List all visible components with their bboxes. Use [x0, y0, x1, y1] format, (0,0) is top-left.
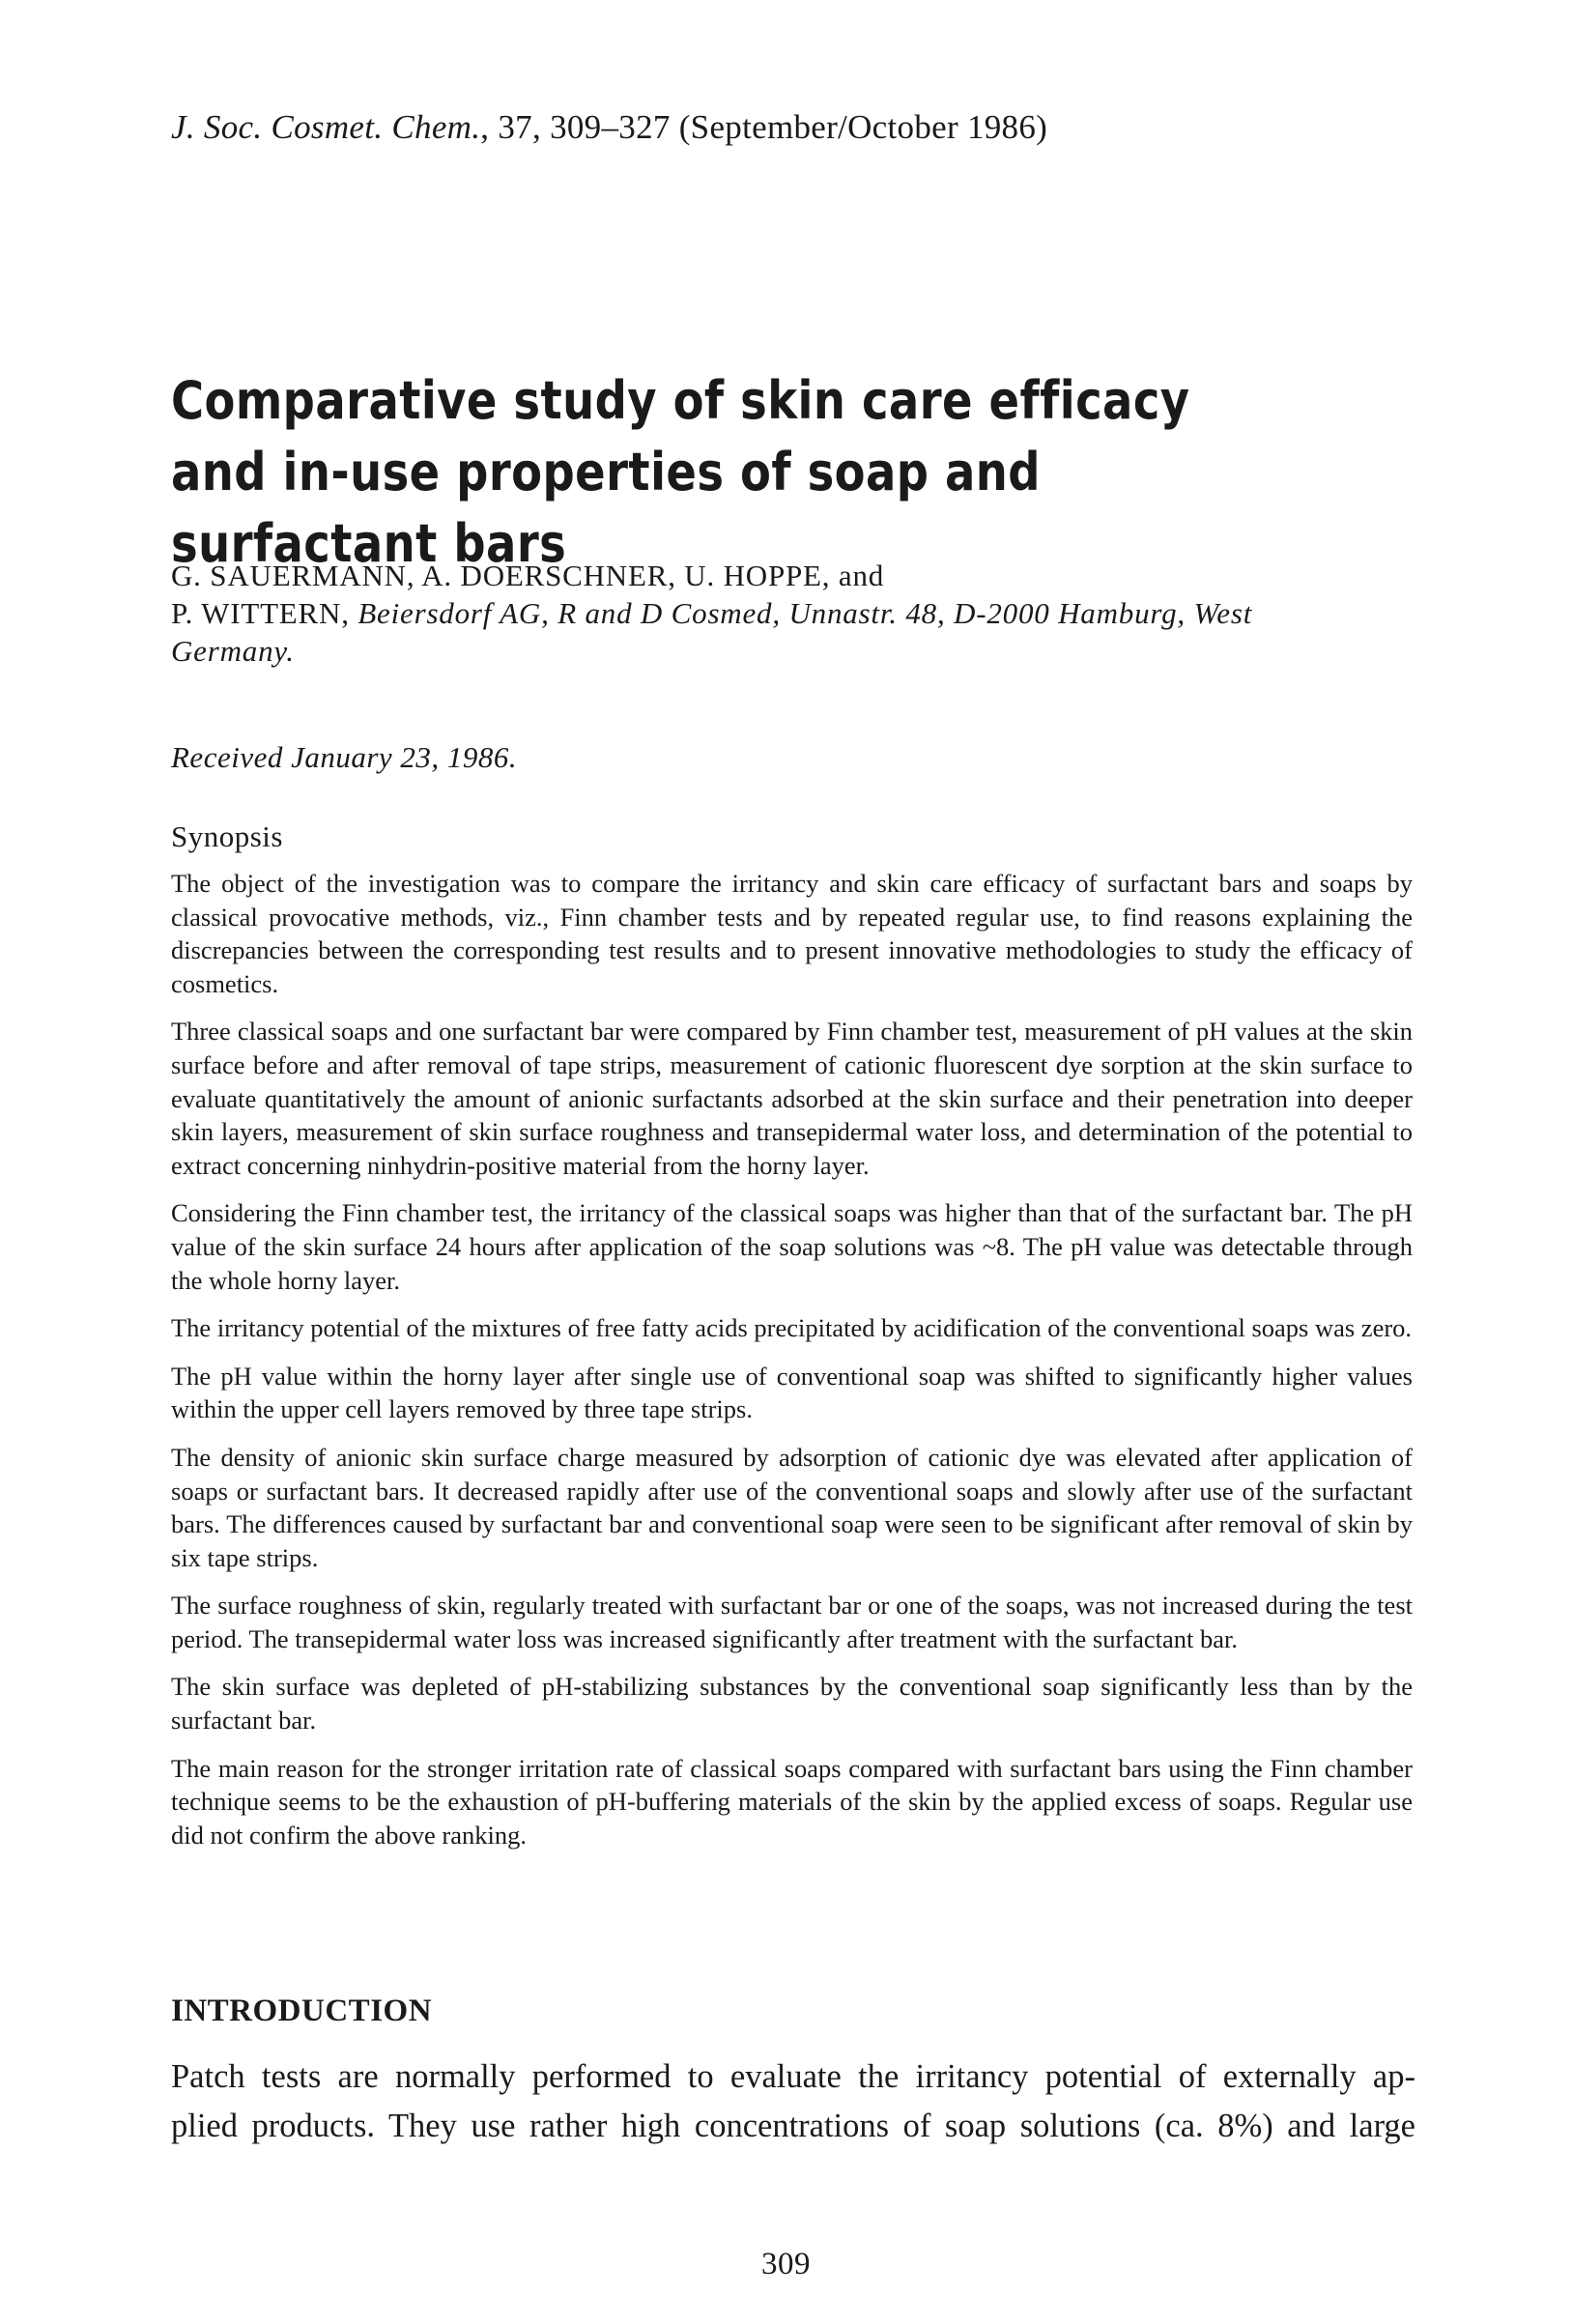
synopsis-paragraph: The object of the investigation was to compare the irritancy and skin care efficacy of surfactant bars and soaps by classical provocative methods, viz., Finn chamber tests and by repeated regular use, to find reasons explaining the discrepancies between the corresponding test results and to present innovative methodologies to study the efficacy of cosmetics.: [171, 869, 1413, 998]
authors-names-2: P. WITTERN,: [171, 596, 350, 630]
synopsis-paragraph: The irritancy potential of the mixtures of free fatty acids precipitated by acidification of the conventional soaps was zero.: [171, 1313, 1413, 1343]
authors-line-1: G. SAUERMANN, A. DOERSCHNER, U. HOPPE, and: [171, 559, 885, 592]
journal-citation: [171, 108, 1047, 147]
introduction-text: [171, 2052, 1415, 2151]
synopsis-paragraph: The density of anionic skin surface charge measured by adsorption of cationic dye was elevated after application of soaps or surfactant bars. It decreased rapidly after use of the conventional soaps and slowly after use of the surfactant bars. The differences caused by surfactant bar and conventional soap were seen to be significant after removal of skin by six tape strips.: [171, 1442, 1413, 1572]
journal-abbreviation: J. Soc. Cosmet. Chem.: [171, 108, 481, 146]
synopsis-body: [171, 867, 1413, 1866]
synopsis-paragraph: The pH value within the horny layer after single use of conventional soap was shifted to significantly higher values within the upper cell layers removed by three tape strips.: [171, 1361, 1413, 1424]
synopsis-paragraph: Considering the Finn chamber test, the irritancy of the classical soaps was higher than that of the surfactant bar. The pH value of the skin surface 24 hours after application of the soap solutions was ~8. The pH value was detectable through the whole horny layer.: [171, 1198, 1413, 1295]
synopsis-paragraph: The main reason for the stronger irritation rate of classical soaps compared with surfactant bars using the Finn chamber technique seems to be the exhaustion of pH-buffering materials of the skin by the applied excess of soaps. Regular use did not confirm the above ranking.: [171, 1753, 1413, 1850]
authors-line-2: [171, 594, 1330, 670]
synopsis-paragraph: Three classical soaps and one surfactant bar were compared by Finn chamber test, measurement of pH values at the skin surface before and after removal of tape strips, measurement of cationic fluorescent dye sorption at the skin surface to evaluate quantitatively the amount of anionic surfactants adsorbed at the skin surface and their penetration into deeper skin layers, measurement of skin surface roughness and transepidermal water loss, and determination of the potential to extract concerning ninhydrin-positive material from the horny layer.: [171, 1017, 1413, 1180]
article-title: Comparative study of skin care efficacy and in-use properties of soap and surfactant bars: [171, 370, 1190, 574]
page-number: 309: [761, 2247, 811, 2281]
affiliation: Beiersdorf AG, R and D Cosmed, Unnastr. 48, D-2000 Hamburg, West Germany.: [171, 596, 1253, 668]
volume-pages: , 37, 309–327 (September/October 1986): [480, 108, 1048, 146]
introduction-line-1: Patch tests are normally performed to evaluate the irritancy potential of externally ap-: [171, 2058, 1415, 2095]
introduction-heading: INTRODUCTION: [171, 1994, 433, 2028]
author-block: [171, 557, 1330, 670]
synopsis-paragraph: The skin surface was depleted of pH-stabilizing substances by the conventional soap significantly less than by the surfactant bar.: [171, 1672, 1413, 1736]
synopsis-heading: Synopsis: [171, 819, 283, 853]
introduction-line-2: plied products. They use rather high concentrations of soap solutions (ca. 8%) and large: [171, 2108, 1415, 2144]
synopsis-paragraph: The surface roughness of skin, regularly treated with surfactant bar or one of the soaps, was not increased during the test period. The transepidermal water loss was increased significantly after treatment with the surfactant bar.: [171, 1591, 1413, 1653]
received-date: Received January 23, 1986.: [171, 740, 518, 774]
